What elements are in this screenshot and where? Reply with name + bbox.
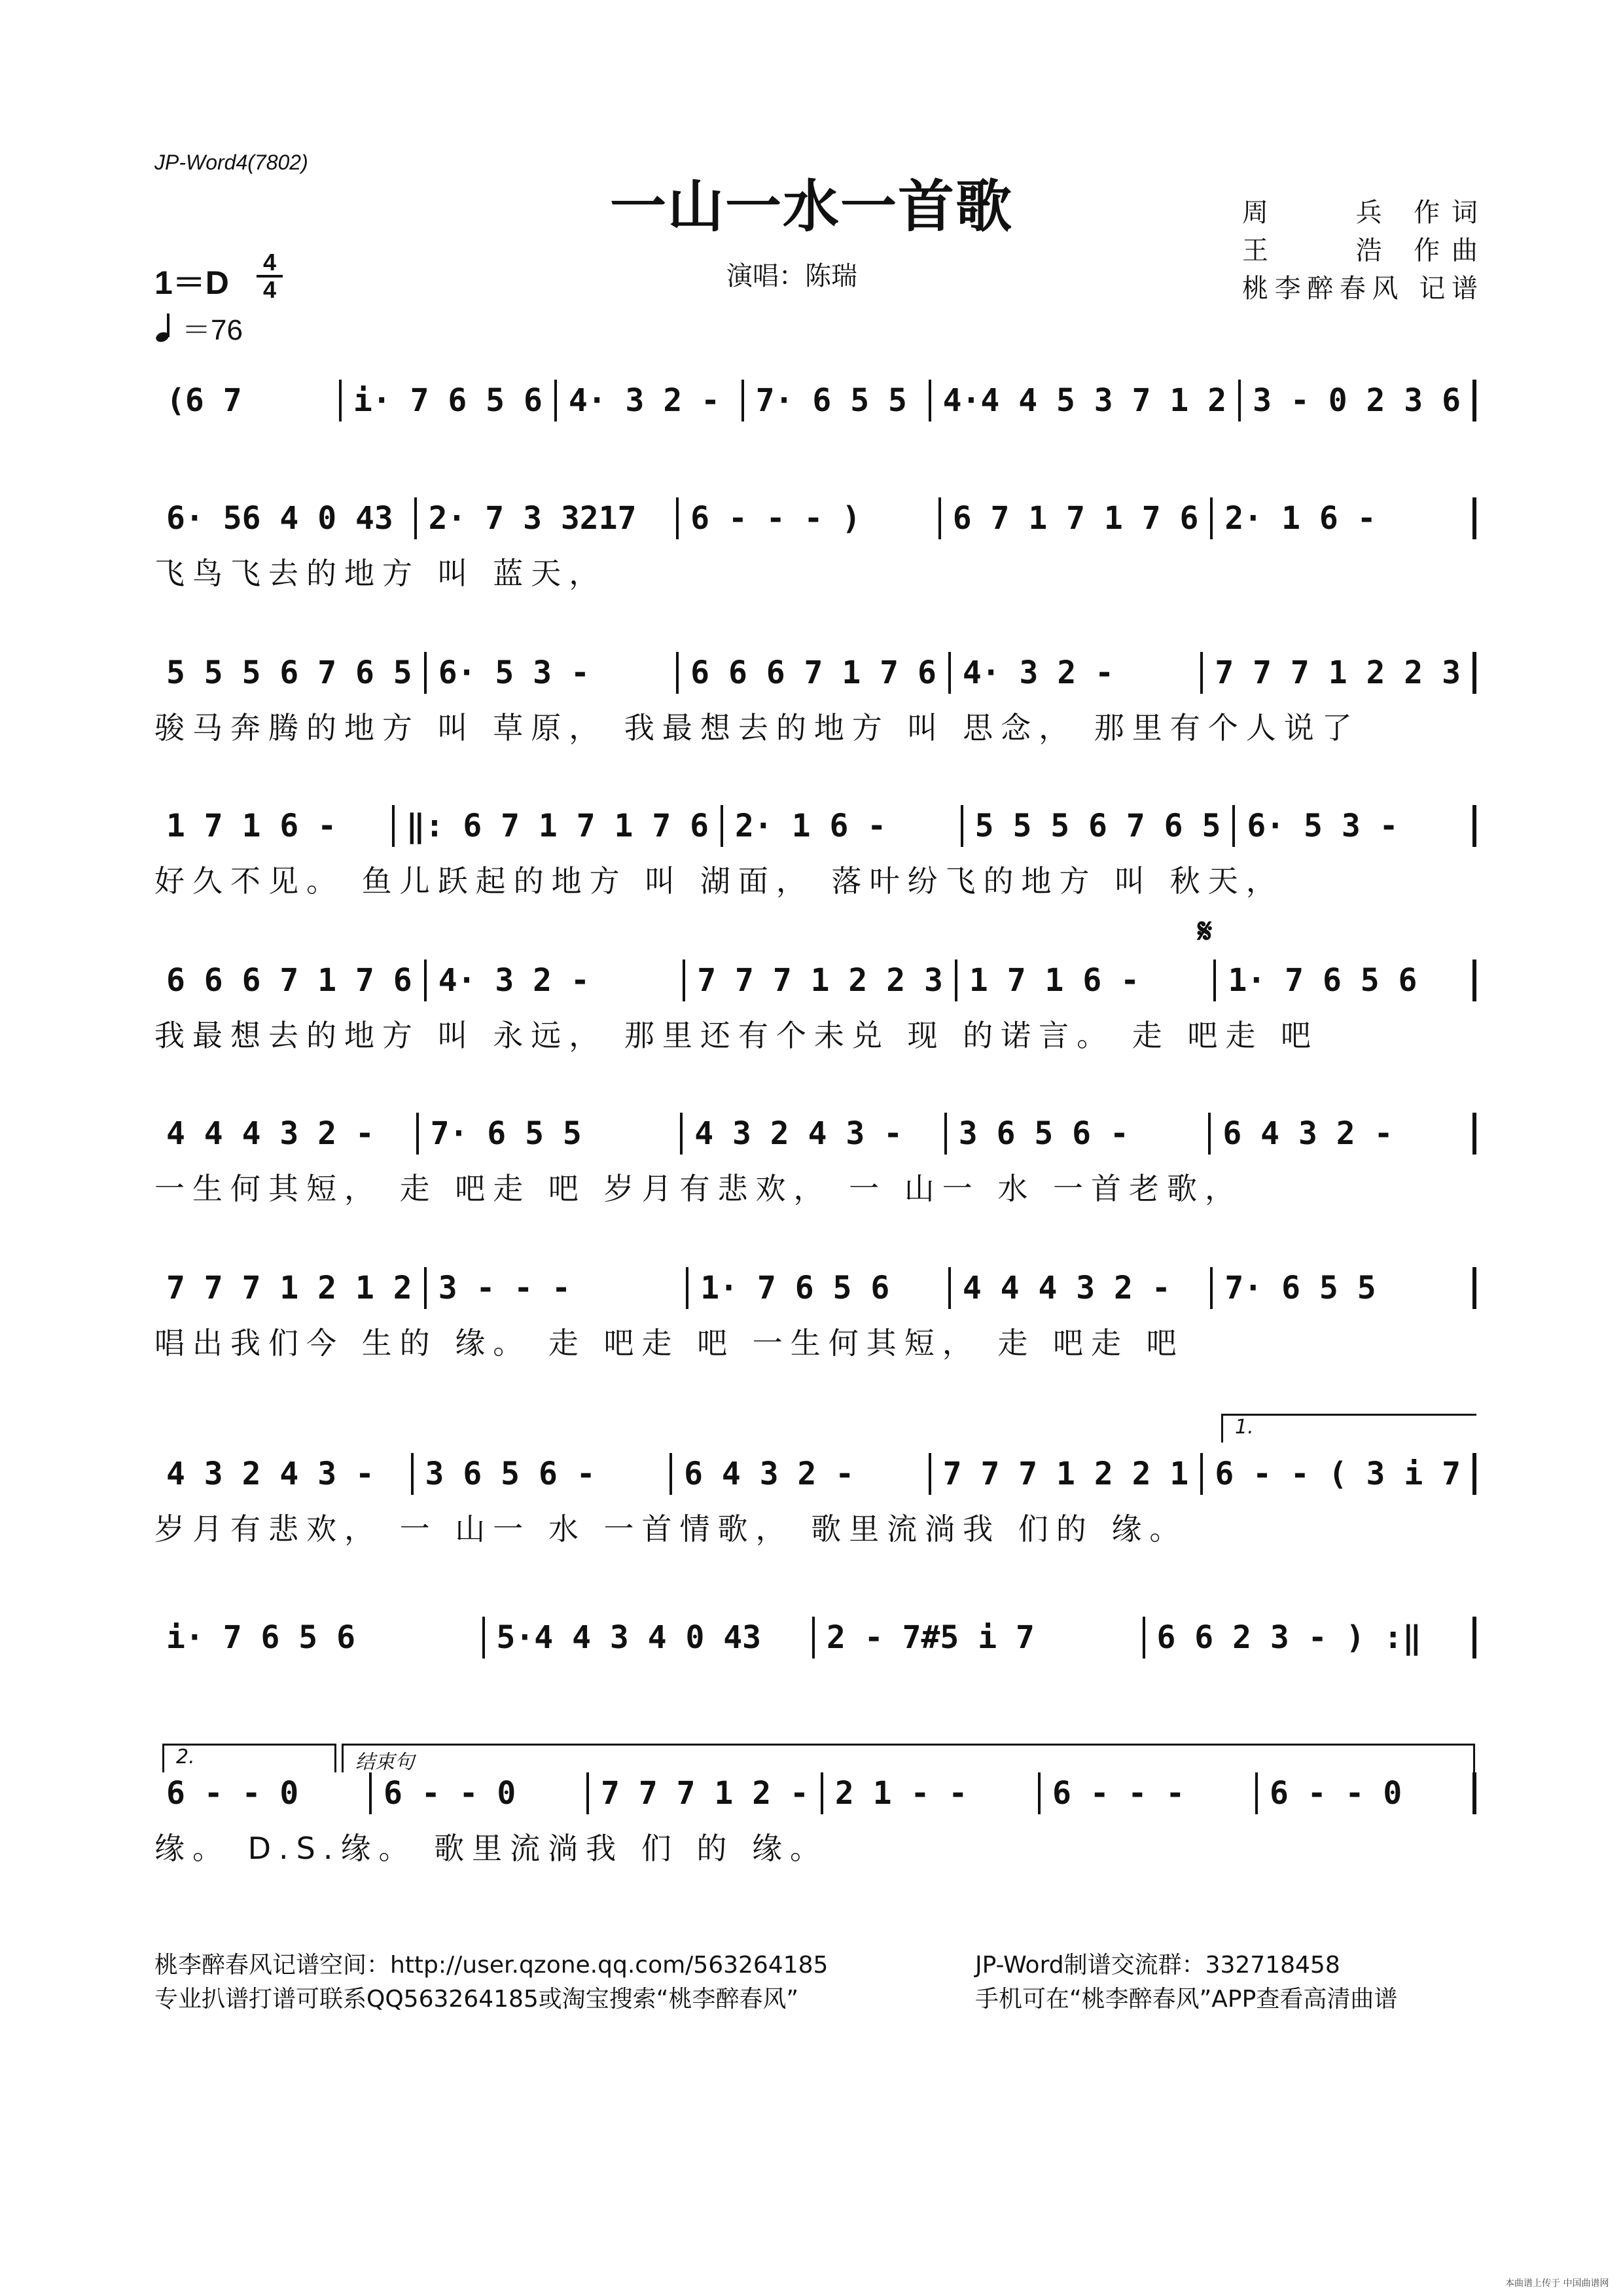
measure: 6 - - - ) (679, 497, 941, 539)
measure: 3 6 5 6 - (947, 1113, 1211, 1155)
measure: 4 3 2 4 3 - (683, 1113, 947, 1155)
measure: 4· 3 2 - (557, 380, 744, 422)
upload-stamp: 本曲谱上传于 中国曲谱网 (1505, 2278, 1609, 2289)
measure: 6 7 1 7 1 7 6 (941, 497, 1213, 539)
note-line (154, 652, 1476, 694)
footer-qq-group: JP-Word制谱交流群：332718458 (975, 1952, 1340, 1979)
time-signature (257, 251, 283, 301)
measure: 7 7 7 1 2 2 1 (931, 1453, 1204, 1495)
lyric-line: 飞鸟飞去的地方 叫 蓝天， (154, 556, 607, 591)
tempo-marking (154, 306, 243, 348)
footer-website: 桃李醉春风记谱空间：http://user.qzone.qq.com/563264185 (154, 1952, 829, 1979)
measure: 7 7 7 1 2 2 3 (685, 960, 957, 1001)
note-line (154, 1772, 1476, 1814)
lyricist-credit: 周 兵 作词 (1242, 198, 1478, 228)
lyric-line: 好久不见。 鱼儿跃起的地方 叫 湖面， 落叶纷飞的地方 叫 秋天， (154, 863, 1284, 899)
measure: 6 - - 0 (1258, 1772, 1476, 1814)
measure: 6 - - 0 (372, 1772, 589, 1814)
measure: 6 - - ( 3 i 7 (1203, 1453, 1476, 1495)
note-line (154, 497, 1476, 539)
measure: ‖: 6 7 1 7 1 7 6 (395, 805, 723, 847)
tempo-value: ＝76 (182, 314, 243, 346)
coda-bracket (342, 1744, 1475, 1772)
time-signature-bottom: 4 (262, 276, 277, 303)
note-line (154, 1113, 1476, 1155)
measure: (6 7 (154, 380, 342, 422)
credits-block (1242, 194, 1478, 308)
note-line (154, 1453, 1476, 1495)
measure: 7 7 7 1 2 2 3 (1203, 652, 1476, 694)
time-signature-top: 4 (262, 249, 277, 276)
lyric-line: 我最想去的地方 叫 永远， 那里还有个未兑 现 的诺言。 走 吧走 吧 (154, 1018, 1319, 1053)
measure: 6· 5 3 - (427, 652, 679, 694)
footer-app-note: 手机可在“桃李醉春风”APP查看高清曲谱 (975, 1986, 1398, 2013)
measure: 2· 1 6 - (723, 805, 963, 847)
measure: 2 1 - - (823, 1772, 1041, 1814)
lyric-line: 唱出我们今 生的 缘。 走 吧走 吧 一生何其短， 走 吧走 吧 (154, 1325, 1185, 1361)
measure: 6 4 3 2 - (1211, 1113, 1476, 1155)
measure: 3 6 5 6 - (414, 1453, 673, 1495)
note-line (154, 1617, 1476, 1659)
lyric-line: 缘。 D.S.缘。 歌里流淌我 们 的 缘。 (154, 1831, 828, 1866)
measure: 6 - - 0 (154, 1772, 372, 1814)
measure: 5 5 5 6 7 6 5 (154, 652, 427, 694)
measure: 6 4 3 2 - (672, 1453, 931, 1495)
first-ending-label: 1. (1235, 1416, 1254, 1439)
measure: 6 6 2 3 - ) :‖ (1145, 1617, 1477, 1659)
measure: 5 5 5 6 7 6 5 (963, 805, 1236, 847)
measure: 7· 6 5 5 (1213, 1267, 1476, 1309)
measure: i· 7 6 5 6 (342, 380, 557, 422)
note-line (154, 380, 1476, 422)
segno-sign: 𝄋 (1198, 911, 1213, 951)
measure: 7· 6 5 5 (419, 1113, 683, 1155)
coda-label: 结束句 (355, 1751, 414, 1774)
lyric-line: 岁月有悲欢， 一 山一 水 一首情歌， 歌里流淌我 们的 缘。 (154, 1511, 1188, 1547)
measure: 3 - 0 2 3 6 (1241, 380, 1476, 422)
measure: 1 7 1 6 - (154, 805, 395, 847)
measure: 6 6 6 7 1 7 6 (679, 652, 951, 694)
second-ending-label: 2. (176, 1746, 195, 1768)
note-line (154, 805, 1476, 847)
measure: 7 7 7 1 2 1 2 (154, 1267, 427, 1309)
lyric-line: 一生何其短， 走 吧走 吧 岁月有悲欢， 一 山一 水 一首老歌， (154, 1171, 1243, 1206)
software-version: JP-Word4(7802) (154, 151, 308, 174)
measure: 1· 7 6 5 6 (1216, 960, 1476, 1001)
measure: 6· 5 3 - (1235, 805, 1476, 847)
measure: 7· 6 5 5 (744, 380, 931, 422)
measure: 6 6 6 7 1 7 6 (154, 960, 427, 1001)
measure: 4 4 4 3 2 - (154, 1113, 419, 1155)
measure: i· 7 6 5 6 (154, 1617, 485, 1659)
song-title: 一山一水一首歌 (610, 174, 1013, 240)
quarter-note-icon (154, 312, 178, 342)
measure: 4· 3 2 - (951, 652, 1203, 694)
first-ending-bracket (1221, 1414, 1476, 1443)
note-line (154, 960, 1476, 1001)
measure: 7 7 7 1 2 - (589, 1772, 823, 1814)
measure: 4 4 4 3 2 - (951, 1267, 1213, 1309)
measure: 2 - 7#5 i 7 (815, 1617, 1145, 1659)
measure: 2· 1 6 - (1213, 497, 1476, 539)
footer-contact: 专业扒谱打谱可联系QQ563264185或淘宝搜索“桃李醉春风” (154, 1986, 799, 2013)
singer-credit: 演唱：陈瑞 (726, 261, 857, 291)
second-ending-bracket (162, 1744, 336, 1772)
measure: 4· 3 2 - (427, 960, 686, 1001)
measure: 6 - - - (1041, 1772, 1258, 1814)
composer-credit: 王 浩 作曲 (1242, 236, 1478, 266)
lyric-line: 骏马奔腾的地方 叫 草原， 我最想去的地方 叫 思念， 那里有个人说了 (154, 710, 1360, 745)
measure: 3 - - - (427, 1267, 689, 1309)
measure: 2· 7 3 3217 (417, 497, 679, 539)
measure: 5·4 4 3 4 0 43 (485, 1617, 815, 1659)
measure: 1 7 1 6 - (957, 960, 1217, 1001)
measure: 1· 7 6 5 6 (688, 1267, 951, 1309)
measure: 4·4 4 5 3 7 1 2 (931, 380, 1241, 422)
key-signature: 1＝D (154, 264, 229, 301)
measure: 4 3 2 4 3 - (154, 1453, 414, 1495)
note-line (154, 1267, 1476, 1309)
measure: 6· 56 4 0 43 (154, 497, 417, 539)
transcriber-credit: 桃李醉春风 记谱 (1242, 274, 1478, 304)
